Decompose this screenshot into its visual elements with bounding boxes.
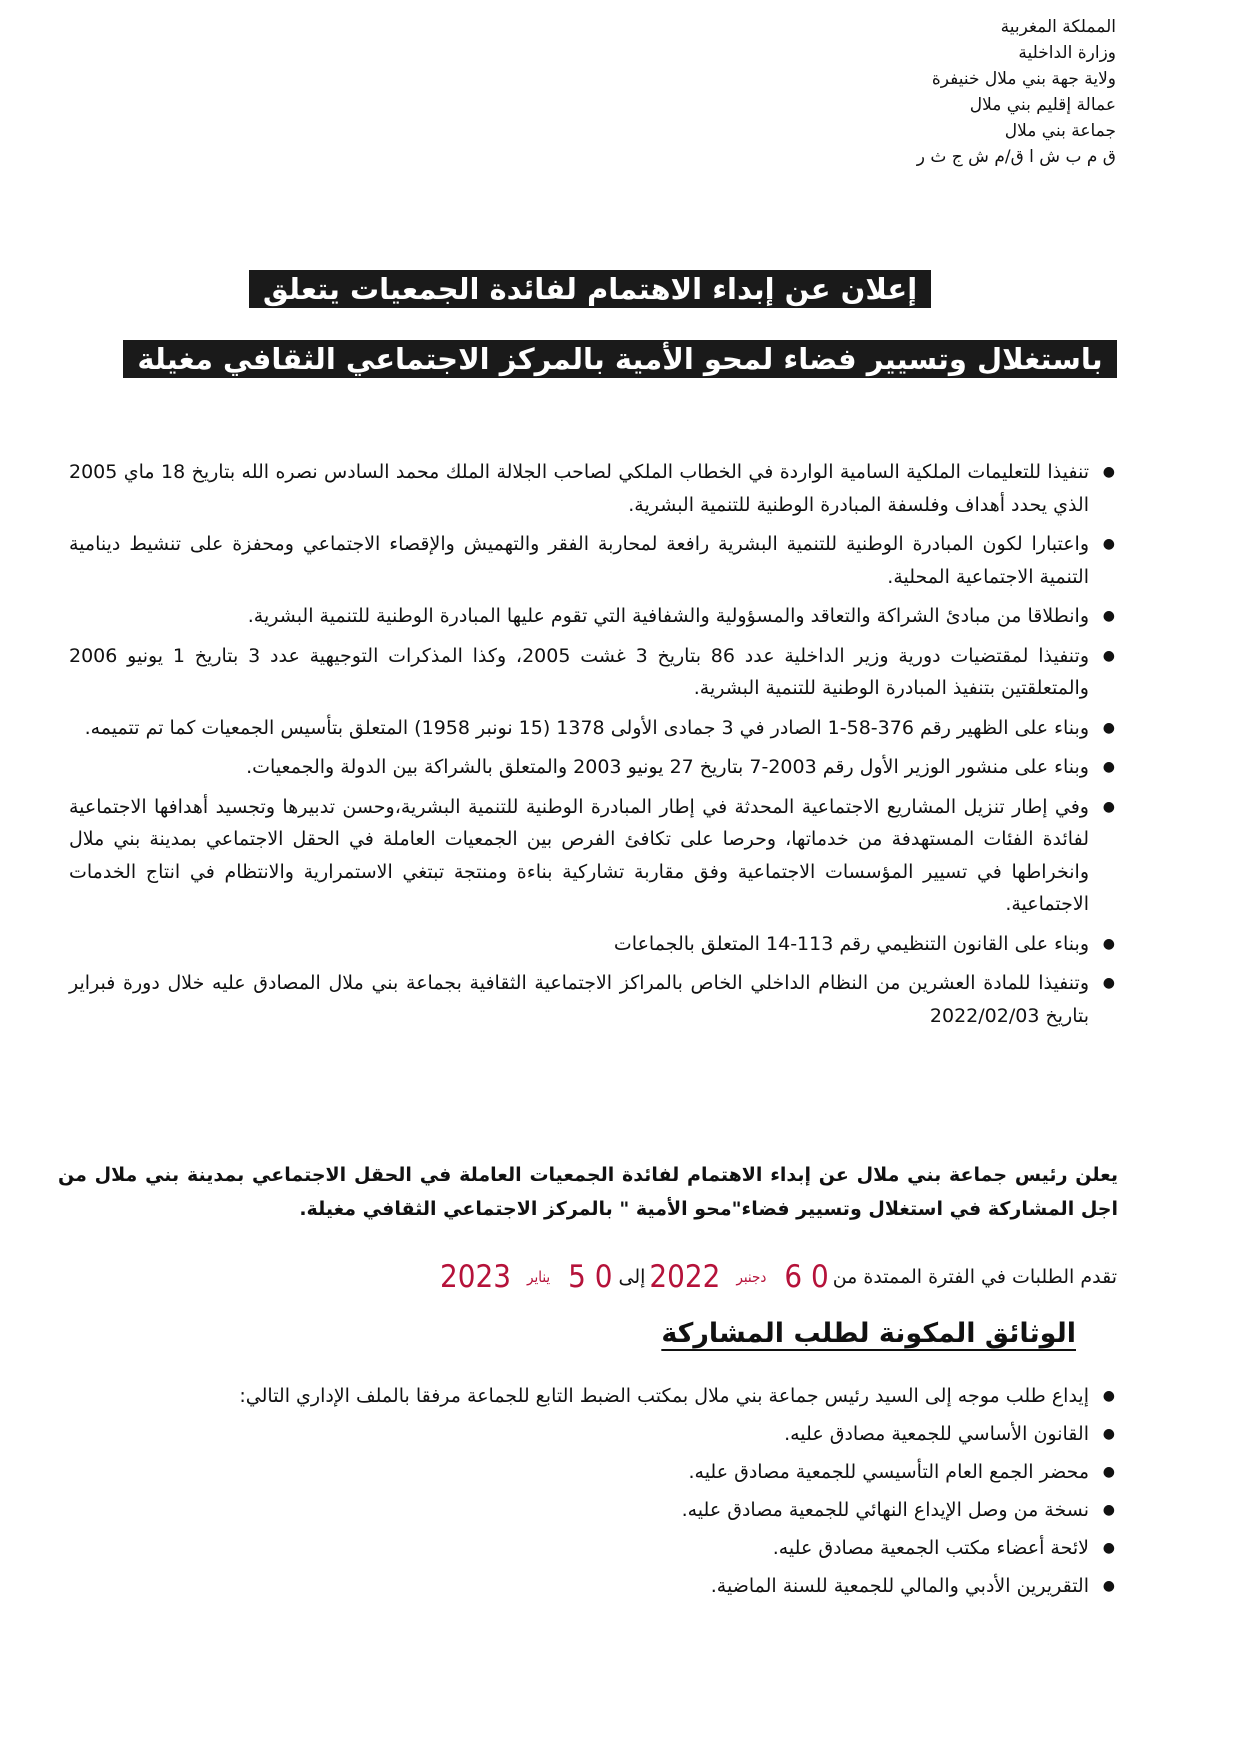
document-item: ● نسخة من وصل الإيداع النهائي للجمعية مصادق عليه. — [77, 1494, 1117, 1526]
stamp-from-day: 0 6 — [784, 1259, 829, 1295]
reference-code: ق م ب ش ا ق/م ش ج ث ر — [916, 147, 1116, 167]
letterhead — [716, 14, 1116, 170]
page-title-line-1: إعلان عن إبداء الاهتمام لفائدة الجمعيات يتعلق — [249, 270, 931, 308]
preamble-item: ● وفي إطار تنزيل المشاريع الاجتماعية المحدثة في إطار المبادرة الوطنية للتنمية البشرية،وحسن تدبيرها وتجسيد أهدافها الاجتماعية لفائدة الفئات المستهدفة من خدماتها، وحرصا على تكافئ الفرص بين الجمعيات العاملة في الحقل الاجتماعي بمدينة بني ملال وانخراطها في تسيير المؤسسات الاجتماعية وفق مقاربة تشاركية بناءة ومنتجة تبتغي الاستمرارية والانتظام في انتاج الخدمات الاجتماعية. — [69, 791, 1117, 921]
document-item: ● القانون الأساسي للجمعية مصادق عليه. — [77, 1418, 1117, 1450]
preamble-item: ● وتنفيذا للمادة العشرين من النظام الداخلي الخاص بالمراكز الاجتماعية الثقافية بجماعة بني ملال المصادق عليه خلال دورة فبراير بتاريخ 2022/02/03 — [69, 967, 1117, 1032]
announcement-paragraph: يعلن رئيس جماعة بني ملال عن إبداء الاهتمام لفائدة الجمعيات العاملة في الحقل الاجتماعي بمدينة بني ملال من اجل المشاركة في استغلال وتسيير فضاء"محو الأمية " بالمركز الاجتماعي الثقافي مغيلة. — [58, 1164, 1118, 1220]
document-item: ● التقريرين الأدبي والمالي للجمعية للسنة الماضية. — [77, 1570, 1117, 1602]
preamble-item: ● وتنفيذا لمقتضيات دورية وزير الداخلية عدد 86 بتاريخ 3 غشت 2005، وكذا المذكرات التوجيهية عدد 3 بتاريخ 1 يونيو 2006 والمتعلقتين بتنفيذ المبادرة الوطنية للتنمية البشرية. — [69, 640, 1117, 705]
title-line-1-wrap — [0, 270, 1240, 308]
stamp-to-month: يناير — [527, 1268, 551, 1286]
letterhead-line: ولاية جهة بني ملال خنيفرة — [931, 69, 1116, 89]
preamble-item: ● وبناء على الظهير رقم 376-58-1 الصادر في 3 جمادى الأولى 1378 (15 نونبر 1958) المتعلق بتأسيس الجمعيات كما تم تتميمه. — [69, 712, 1117, 745]
documents-intro: إيداع طلب موجه إلى السيد رئيس جماعة بني ملال بمكتب الضبط التابع للجماعة مرفقا بالملف الإداري التالي: — [239, 1385, 1089, 1407]
stamp-from-month: دجنبر — [736, 1268, 767, 1286]
preamble-list — [69, 456, 1117, 1039]
period-connector: إلى — [618, 1266, 646, 1288]
submission-period — [438, 1253, 1117, 1301]
letterhead-line: جماعة بني ملال — [1004, 121, 1116, 141]
letterhead-line: وزارة الداخلية — [1018, 43, 1116, 63]
page-title-line-2: باستغلال وتسيير فضاء لمحو الأمية بالمركز الاجتماعي الثقافي مغيلة — [123, 340, 1116, 378]
preamble-item: ● وبناء على القانون التنظيمي رقم 113-14 المتعلق بالجماعات — [69, 928, 1117, 961]
title-line-2-wrap — [0, 340, 1240, 378]
documents-list — [77, 1380, 1117, 1608]
period-label: تقدم الطلبات في الفترة الممتدة من — [832, 1266, 1117, 1288]
preamble-item: ● واعتبارا لكون المبادرة الوطنية للتنمية البشرية رافعة لمحاربة الفقر والتهميش والإقصاء الاجتماعي ومحفزة على تنشيط دينامية التنمية الاجتماعية المحلية. — [69, 528, 1117, 593]
preamble-item: ● وبناء على منشور الوزير الأول رقم 2003-7 بتاريخ 27 يونيو 2003 والمتعلق بالشراكة بين الدولة والجمعيات. — [69, 751, 1117, 784]
stamp-from-year: 2022 — [649, 1259, 721, 1295]
preamble-item: ● تنفيذا للتعليمات الملكية السامية الواردة في الخطاب الملكي لصاحب الجلالة الملك محمد السادس نصره الله بتاريخ 18 ماي 2005 الذي يحدد أهداف وفلسفة المبادرة الوطنية للتنمية البشرية. — [69, 456, 1117, 521]
preamble-item: ● وانطلاقا من مبادئ الشراكة والتعاقد والمسؤولية والشفافية التي تقوم عليها المبادرة الوطنية للتنمية البشرية. — [69, 600, 1117, 633]
letterhead-line: عمالة إقليم بني ملال — [969, 95, 1116, 115]
stamp-to-year: 2023 — [440, 1259, 511, 1295]
stamp-to-day: 0 5 — [568, 1259, 613, 1295]
documents-intro-item — [77, 1380, 1117, 1412]
document-item: ● لائحة أعضاء مكتب الجمعية مصادق عليه. — [77, 1532, 1117, 1564]
document-item: ● محضر الجمع العام التأسيسي للجمعية مصادق عليه. — [77, 1456, 1117, 1488]
letterhead-line: المملكة المغربية — [1000, 17, 1116, 37]
documents-heading: الوثائق المكونة لطلب المشاركة — [661, 1318, 1076, 1349]
